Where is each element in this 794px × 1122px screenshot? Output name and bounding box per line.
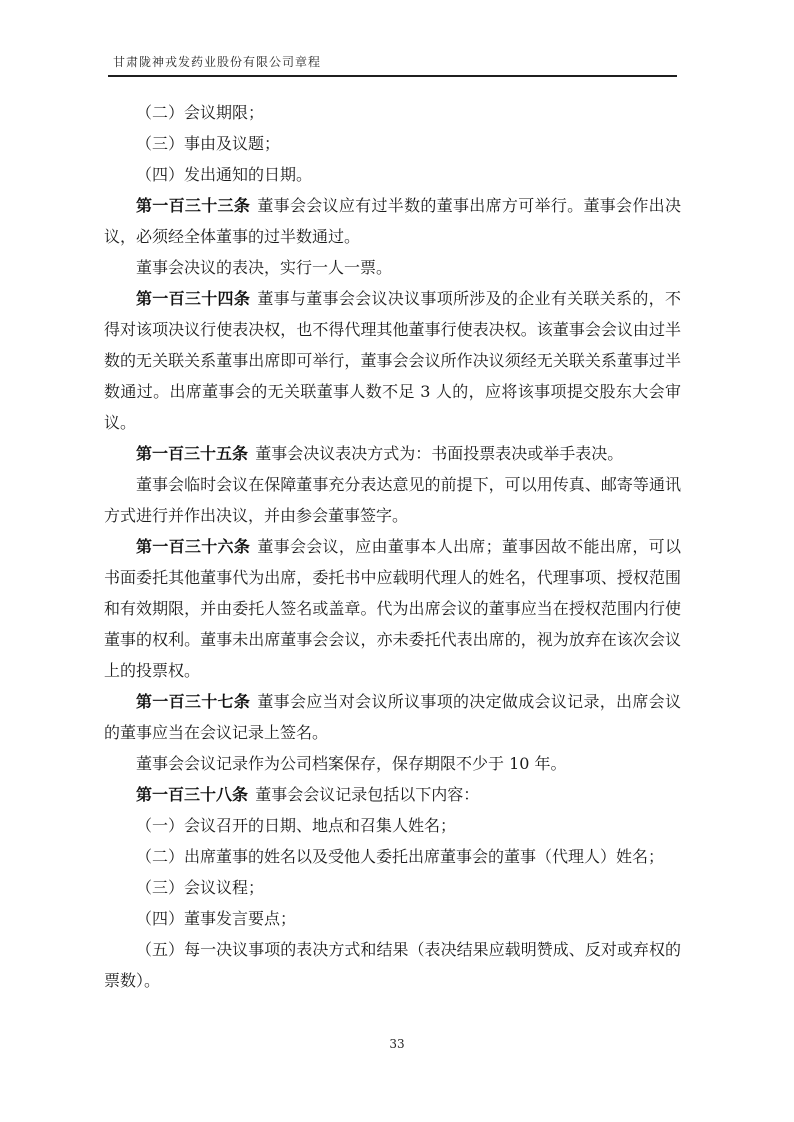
- article-paragraph: [104, 779, 681, 810]
- article-number: 第一百三十三条: [136, 196, 251, 215]
- paragraph-text: （三）事由及议题；: [136, 134, 281, 153]
- paragraph: [104, 872, 681, 903]
- paragraph-text: 董事会决议的表决，实行一人一票。: [136, 258, 393, 277]
- paragraph: [104, 252, 681, 283]
- paragraph-text: 董事会会议记录包括以下内容：: [255, 785, 480, 804]
- article-paragraph: [104, 531, 681, 686]
- paragraph-text: （二）出席董事的姓名以及受他人委托出席董事会的董事（代理人）姓名；: [136, 847, 665, 866]
- paragraph-text: 董事会应当对会议所议事项的决定做成会议记录，出席会议的董事应当在会议记录上签名。: [104, 692, 681, 742]
- paragraph: [104, 934, 681, 996]
- paragraph-text: 董事会临时会议在保障董事充分表达意见的前提下，可以用传真、邮寄等通讯方式进行并作出决议，并由参会董事签字。: [104, 475, 681, 525]
- paragraph-text: 董事会会议，应由董事本人出席；董事因故不能出席，可以书面委托其他董事代为出席，委托书中应载明代理人的姓名，代理事项、授权范围和有效期限，并由委托人签名或盖章。代为出席会议的董事应当在授权范围内行使董事的权利。董事未出席董事会会议，亦未委托代表出席的，视为放弃在该次会议上的投票权。: [104, 537, 681, 680]
- paragraph: [104, 97, 681, 128]
- paragraph-text: （四）发出通知的日期。: [136, 165, 313, 184]
- paragraph: [104, 903, 681, 934]
- article-number: 第一百三十七条: [136, 692, 251, 711]
- paragraph-text: （一）会议召开的日期、地点和召集人姓名；: [136, 816, 457, 835]
- paragraph: [104, 469, 681, 531]
- page-number: 33: [389, 1037, 405, 1051]
- document-body: [104, 97, 681, 996]
- article-number: 第一百三十八条: [136, 785, 249, 804]
- article-number: 第一百三十四条: [136, 289, 251, 308]
- paragraph-text: （三）会议议程；: [136, 878, 265, 897]
- paragraph: [104, 159, 681, 190]
- paragraph: [104, 810, 681, 841]
- article-paragraph: [104, 190, 681, 252]
- paragraph: [104, 748, 681, 779]
- article-paragraph: [104, 686, 681, 748]
- page-header: [108, 54, 677, 77]
- header-title: 甘肃陇神戎发药业股份有限公司章程: [113, 55, 322, 69]
- article-number: 第一百三十六条: [136, 537, 251, 556]
- paragraph-text: 董事与董事会会议决议事项所涉及的企业有关联关系的，不得对该项决议行使表决权，也不得代理其他董事行使表决权。该董事会会议由过半数的无关联关系董事出席即可举行，董事会会议所作决议须经无关联关系董事过半数通过。出席董事会的无关联董事人数不足 3 人的，应将该事项提交股东大会审议。: [104, 289, 681, 432]
- paragraph-text: （四）董事发言要点；: [136, 909, 297, 928]
- page-footer: [0, 1037, 794, 1051]
- article-paragraph: [104, 438, 681, 469]
- paragraph-text: （二）会议期限；: [136, 103, 265, 122]
- paragraph-text: （五）每一决议事项的表决方式和结果（表决结果应载明赞成、反对或弃权的票数）。: [104, 940, 681, 990]
- paragraph: [104, 841, 681, 872]
- article-number: 第一百三十五条: [136, 444, 249, 463]
- paragraph: [104, 128, 681, 159]
- paragraph-text: 董事会决议表决方式为：书面投票表决或举手表决。: [255, 444, 624, 463]
- article-paragraph: [104, 283, 681, 438]
- paragraph-text: 董事会会议应有过半数的董事出席方可举行。董事会作出决议，必须经全体董事的过半数通过。: [104, 196, 681, 246]
- paragraph-text: 董事会会议记录作为公司档案保存，保存期限不少于 10 年。: [136, 754, 567, 773]
